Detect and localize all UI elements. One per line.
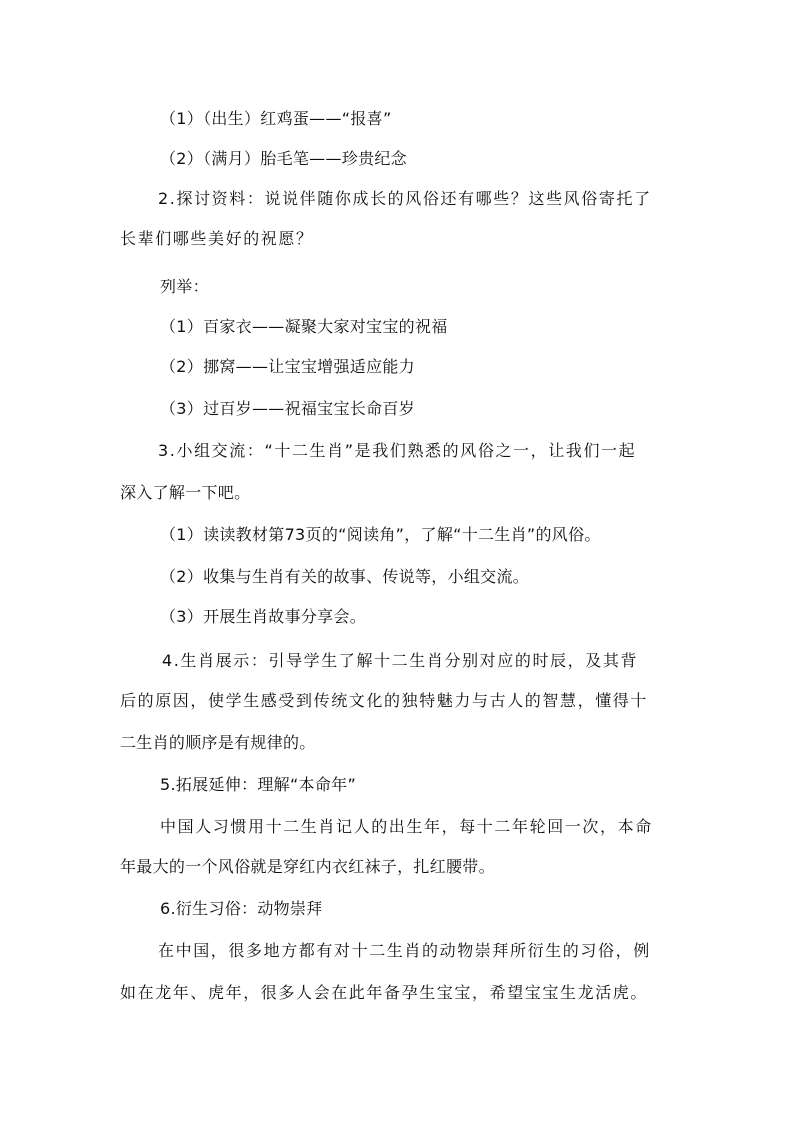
birth-custom-item-1: （1）（出生）红鸡蛋——“报喜” xyxy=(160,109,392,128)
section-3-item-1: （1）读读教材第73页的“阅读角”，了解“十二生肖”的风俗。 xyxy=(160,525,601,544)
section-5-body-line-1: 中国人习惯用十二生肖记人的出生年，每十二年轮回一次，本命 xyxy=(160,817,653,836)
section-6-heading: 6.衍生习俗：动物崇拜 xyxy=(160,899,323,918)
section-3-item-2: （2）收集与生肖有关的故事、传说等，小组交流。 xyxy=(160,567,530,586)
section-6-body-line-2: 如在龙年、虎年，很多人会在此年备孕生宝宝，希望宝宝生龙活虎。 xyxy=(120,983,649,1002)
section-3-heading-line-1: 3.小组交流：“十二生肖”是我们熟悉的风俗之一，让我们一起 xyxy=(158,441,637,460)
section-2-item-3: （3）过百岁——祝福宝宝长命百岁 xyxy=(160,399,415,418)
section-4-line-3: 二生肖的顺序是有规律的。 xyxy=(120,733,316,752)
section-5-body-line-2: 年最大的一个风俗就是穿红内衣红袜子，扎红腰带。 xyxy=(120,857,495,876)
section-2-list-label: 列举： xyxy=(160,277,209,296)
section-6-body-line-1: 在中国，很多地方都有对十二生肖的动物崇拜所衍生的习俗，例 xyxy=(158,941,651,960)
section-2-item-2: （2）挪窝——让宝宝增强适应能力 xyxy=(160,357,415,376)
section-2-heading-line-1: 2.探讨资料：说说伴随你成长的风俗还有哪些？这些风俗寄托了 xyxy=(158,189,652,208)
section-4-line-1: 4.生肖展示：引导学生了解十二生肖分别对应的时辰，及其背 xyxy=(162,651,639,670)
section-3-item-3: （3）开展生肖故事分享会。 xyxy=(160,607,367,626)
section-5-heading: 5.拓展延伸：理解“本命年” xyxy=(160,775,357,794)
section-2-heading-line-2: 长辈们哪些美好的祝愿？ xyxy=(120,229,314,248)
section-3-heading-line-2: 深入了解一下吧。 xyxy=(120,483,251,502)
section-2-item-1: （1）百家衣——凝聚大家对宝宝的祝福 xyxy=(160,317,448,336)
birth-custom-item-2: （2）（满月）胎毛笔——珍贵纪念 xyxy=(160,149,407,168)
section-4-line-2: 后的原因，使学生感受到传统文化的独特魅力与古人的智慧，懂得十 xyxy=(120,691,649,710)
